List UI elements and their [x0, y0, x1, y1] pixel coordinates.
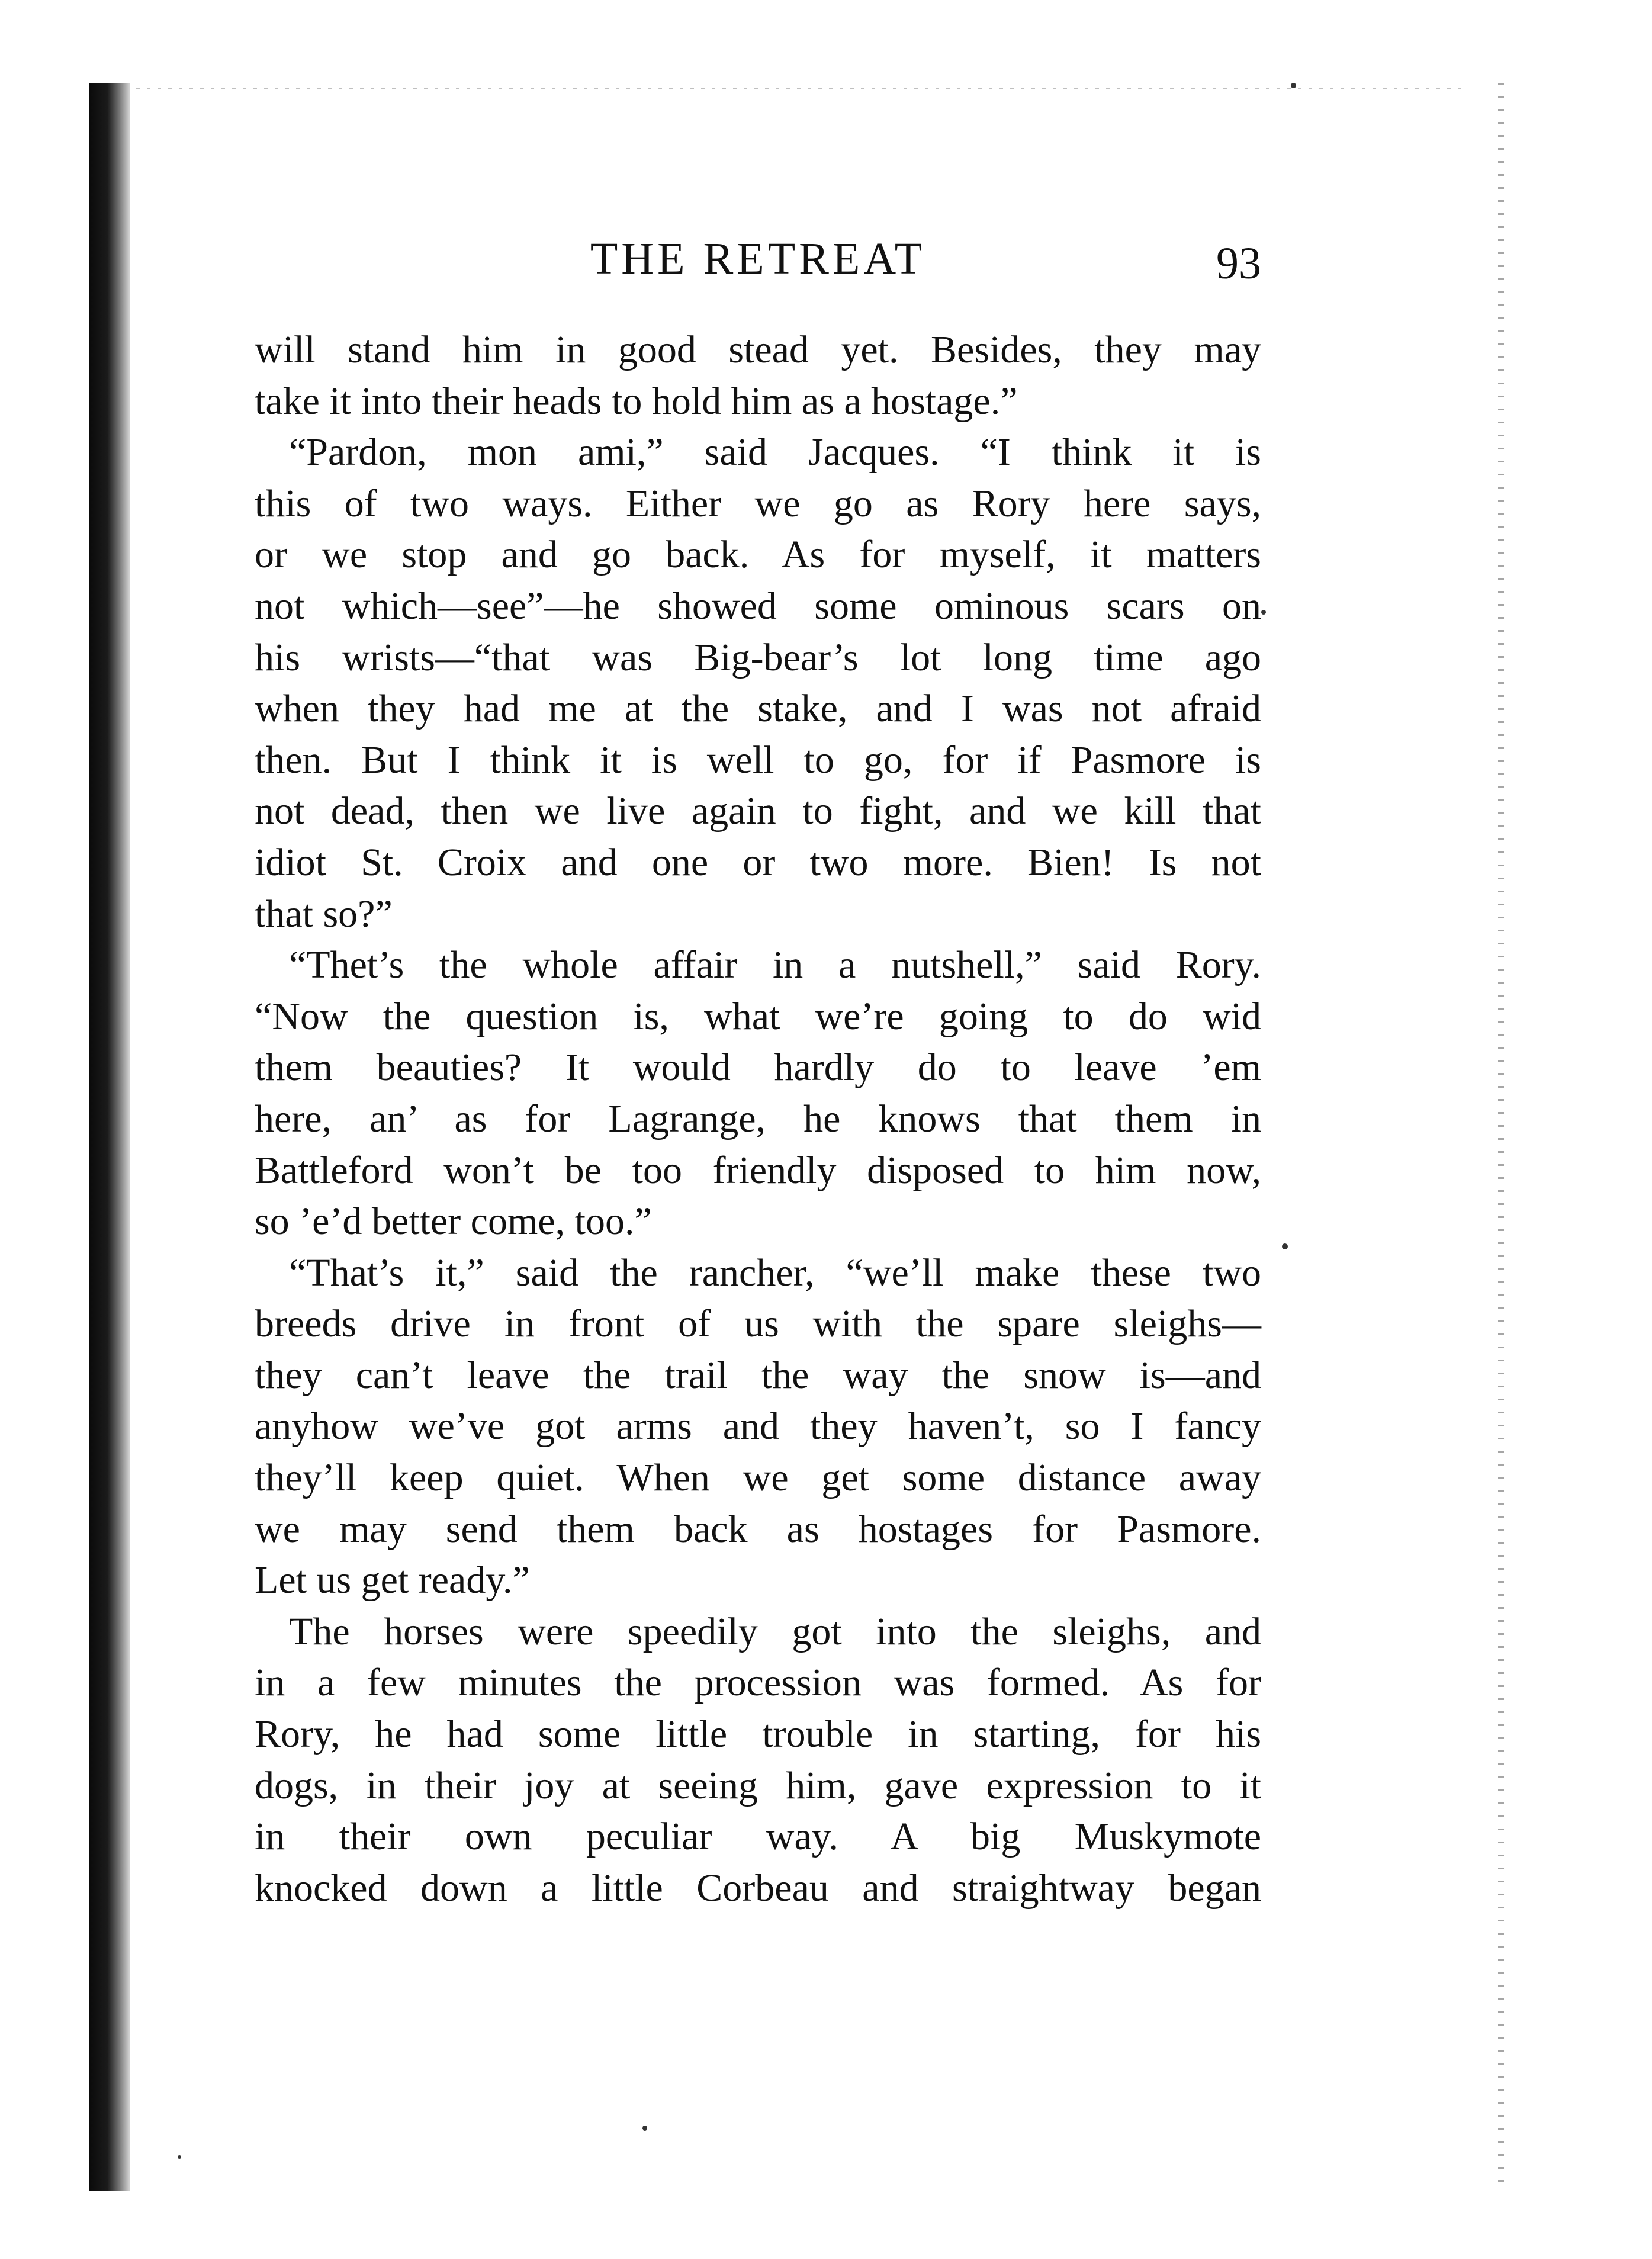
text-line: “Now the question is, what we’re going to do wid	[255, 994, 1261, 1038]
text-line: they can’t leave the trail the way the snow is—and	[255, 1353, 1261, 1397]
scan-speck	[1291, 83, 1296, 88]
text-line: in their own peculiar way. A big Muskymote	[255, 1815, 1261, 1859]
text-line: anyhow we’ve got arms and they haven’t, so I fancy	[255, 1405, 1261, 1448]
text-line: or we stop and go back. As for myself, it matters	[255, 533, 1261, 577]
text-line: here, an’ as for Lagrange, he knows that them in	[255, 1097, 1261, 1140]
running-head-title: THE RETREAT	[590, 234, 926, 284]
text-line: so ’e’d better come, too.”	[255, 1200, 652, 1243]
text-line: his wrists—“that was Big-bear’s lot long time ago	[255, 635, 1261, 679]
text-line: them beauties? It would hardly do to leave ’em	[255, 1046, 1261, 1090]
text-line: not dead, then we live again to fight, and we kill that	[255, 789, 1261, 833]
text-line: dogs, in their joy at seeing him, gave expression to it	[255, 1763, 1261, 1807]
text-line-paragraph-start: “Pardon, mon ami,” said Jacques. “I think it is	[289, 430, 1261, 474]
text-line: not which—see”—he showed some ominous scars on	[255, 584, 1261, 628]
text-line: when they had me at the stake, and I was not afraid	[255, 687, 1261, 731]
text-line: Rory, he had some little trouble in starting, for his	[255, 1712, 1261, 1756]
text-line: breeds drive in front of us with the spare sleighs—	[255, 1302, 1261, 1346]
text-line: they’ll keep quiet. When we get some distance away	[255, 1456, 1261, 1500]
scan-top-edge	[136, 88, 1468, 89]
scan-speck	[1282, 1243, 1288, 1249]
text-line-paragraph-start: “That’s it,” said the rancher, “we’ll make these two	[289, 1251, 1261, 1294]
text-line: idiot St. Croix and one or two more. Bien! Is not	[255, 840, 1261, 884]
text-line: Let us get ready.”	[255, 1559, 530, 1602]
text-line: that so?”	[255, 892, 393, 936]
text-line: knocked down a little Corbeau and straightway began	[255, 1866, 1261, 1910]
text-line: Battleford won’t be too friendly disposed to him now,	[255, 1148, 1261, 1192]
scan-speck	[1261, 610, 1266, 615]
page-header	[255, 232, 1261, 288]
text-line-paragraph-start: “Thet’s the whole affair in a nutshell,” said Rory.	[289, 943, 1261, 987]
text-line: in a few minutes the procession was formed. As for	[255, 1661, 1261, 1705]
page-number: 93	[1216, 239, 1261, 288]
text-line-paragraph-start: The horses were speedily got into the sleighs, and	[289, 1609, 1261, 1653]
text-line: take it into their heads to hold him as a hostage.”	[255, 379, 1018, 423]
text-line: this of two ways. Either we go as Rory here says,	[255, 481, 1261, 525]
text-line: then. But I think it is well to go, for if Pasmore is	[255, 738, 1261, 782]
text-line: will stand him in good stead yet. Besides, they may	[255, 328, 1261, 371]
body-text	[255, 324, 1261, 1914]
book-binding-edge	[89, 83, 130, 2191]
text-line: we may send them back as hostages for Pasmore.	[255, 1507, 1261, 1551]
scan-speck	[178, 2155, 181, 2159]
scan-speck	[642, 2126, 647, 2131]
page-edge-speckle	[1498, 83, 1504, 2191]
